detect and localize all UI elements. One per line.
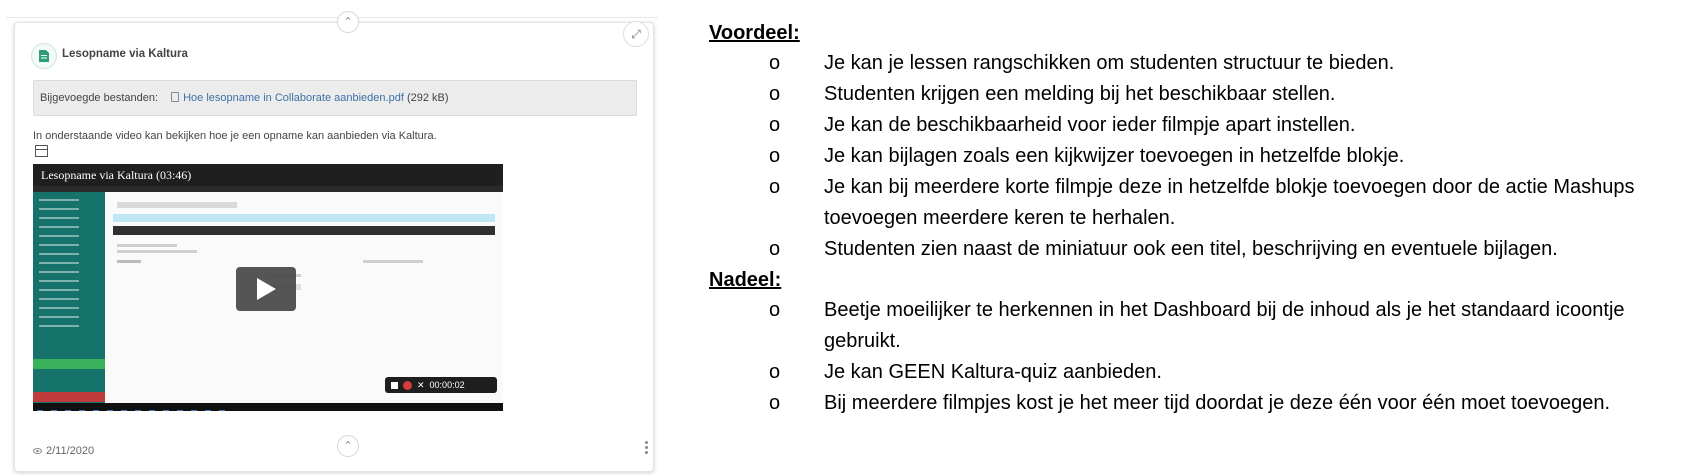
more-options-icon[interactable] [645,441,648,456]
taskbar [33,403,503,411]
list-item [709,388,1694,419]
list-item-text: Bij meerdere filmpjes kost je het meer tijd doordat je deze één voor één moet toevoegen. [824,392,1610,414]
bullet: o [769,392,781,414]
chevron-up-icon[interactable]: ⌃ [337,435,359,457]
bullet: o [769,238,781,260]
list-item [709,141,1694,172]
document-icon [31,43,57,69]
stop-icon[interactable] [391,382,398,389]
list-item [709,357,1694,388]
date: 2/11/2020 [46,445,95,457]
top-divider [6,17,658,18]
list-item-text: Je kan de beschikbaarheid voor ieder filmpje apart instellen. [824,114,1356,136]
list-item [709,295,1694,357]
embed-icon[interactable] [35,145,48,157]
bullet: o [769,299,781,321]
video-frame [105,192,503,404]
bullet: o [769,114,781,136]
close-icon[interactable]: ✕ [417,379,425,390]
file-icon [171,92,179,102]
list-item [709,172,1694,234]
video-sidebar [33,192,105,404]
recording-time: 00:00:02 [429,380,465,390]
eye-icon [33,448,42,454]
list-item-text: Studenten zien naast de miniatuur ook een titel, beschrijving en eventuele bijlagen. [824,238,1558,260]
disadvantage-heading: Nadeel: [709,269,782,291]
expand-icon[interactable]: ⤢ [623,21,649,47]
list-item [709,79,1694,110]
recording-controls[interactable] [385,377,497,393]
video-title: Lesopname via Kaltura (03:46) [41,168,192,182]
bullet: o [769,83,781,105]
video-title-bar [33,164,503,186]
list-item-text: Je kan bij meerdere korte filmpje deze in hetzelfde blokje toevoegen door de actie Mashups toevoegen meerdere keren te herhalen. [824,176,1635,229]
bullet: o [769,145,781,167]
attachment-name[interactable]: Hoe lesopname in Collaborate aanbieden.pdf [183,92,404,104]
list-item [709,234,1694,265]
record-icon[interactable] [403,381,412,390]
attachment-size: (292 kB) [406,92,449,104]
list-item-text: Je kan bijlagen zoals een kijkwijzer toevoegen in hetzelfde blokje. [824,145,1405,167]
description: In onderstaande video kan bekijken hoe je een opname kan aanbieden via Kaltura. [33,130,437,142]
list-item [709,110,1694,141]
attachments-box [33,80,637,116]
list-item [709,48,1694,79]
disadvantages-list [709,295,1694,419]
list-item-text: Je kan GEEN Kaltura-quiz aanbieden. [824,361,1162,383]
video-player[interactable] [33,164,503,411]
list-item-text: Je kan je lessen rangschikken om studenten structuur te bieden. [824,52,1395,74]
bullet: o [769,361,781,383]
content-card [14,16,654,472]
play-icon[interactable] [236,267,296,311]
list-item-text: Beetje moeilijker te herkennen in het Dashboard bij de inhoud als je het standaard icoontje gebruikt. [824,299,1625,352]
notes [709,18,1694,419]
card-title: Lesopname via Kaltura [62,48,188,60]
advantages-list [709,48,1694,265]
attachment-link[interactable] [171,92,404,104]
bullet: o [769,52,781,74]
attachments-label: Bijgevoegde bestanden: [40,92,159,104]
advantage-heading: Voordeel: [709,22,800,44]
date-row [33,445,94,457]
list-item-text: Studenten krijgen een melding bij het beschikbaar stellen. [824,83,1336,105]
bullet: o [769,176,781,198]
chevron-up-icon[interactable]: ⌃ [337,11,359,33]
